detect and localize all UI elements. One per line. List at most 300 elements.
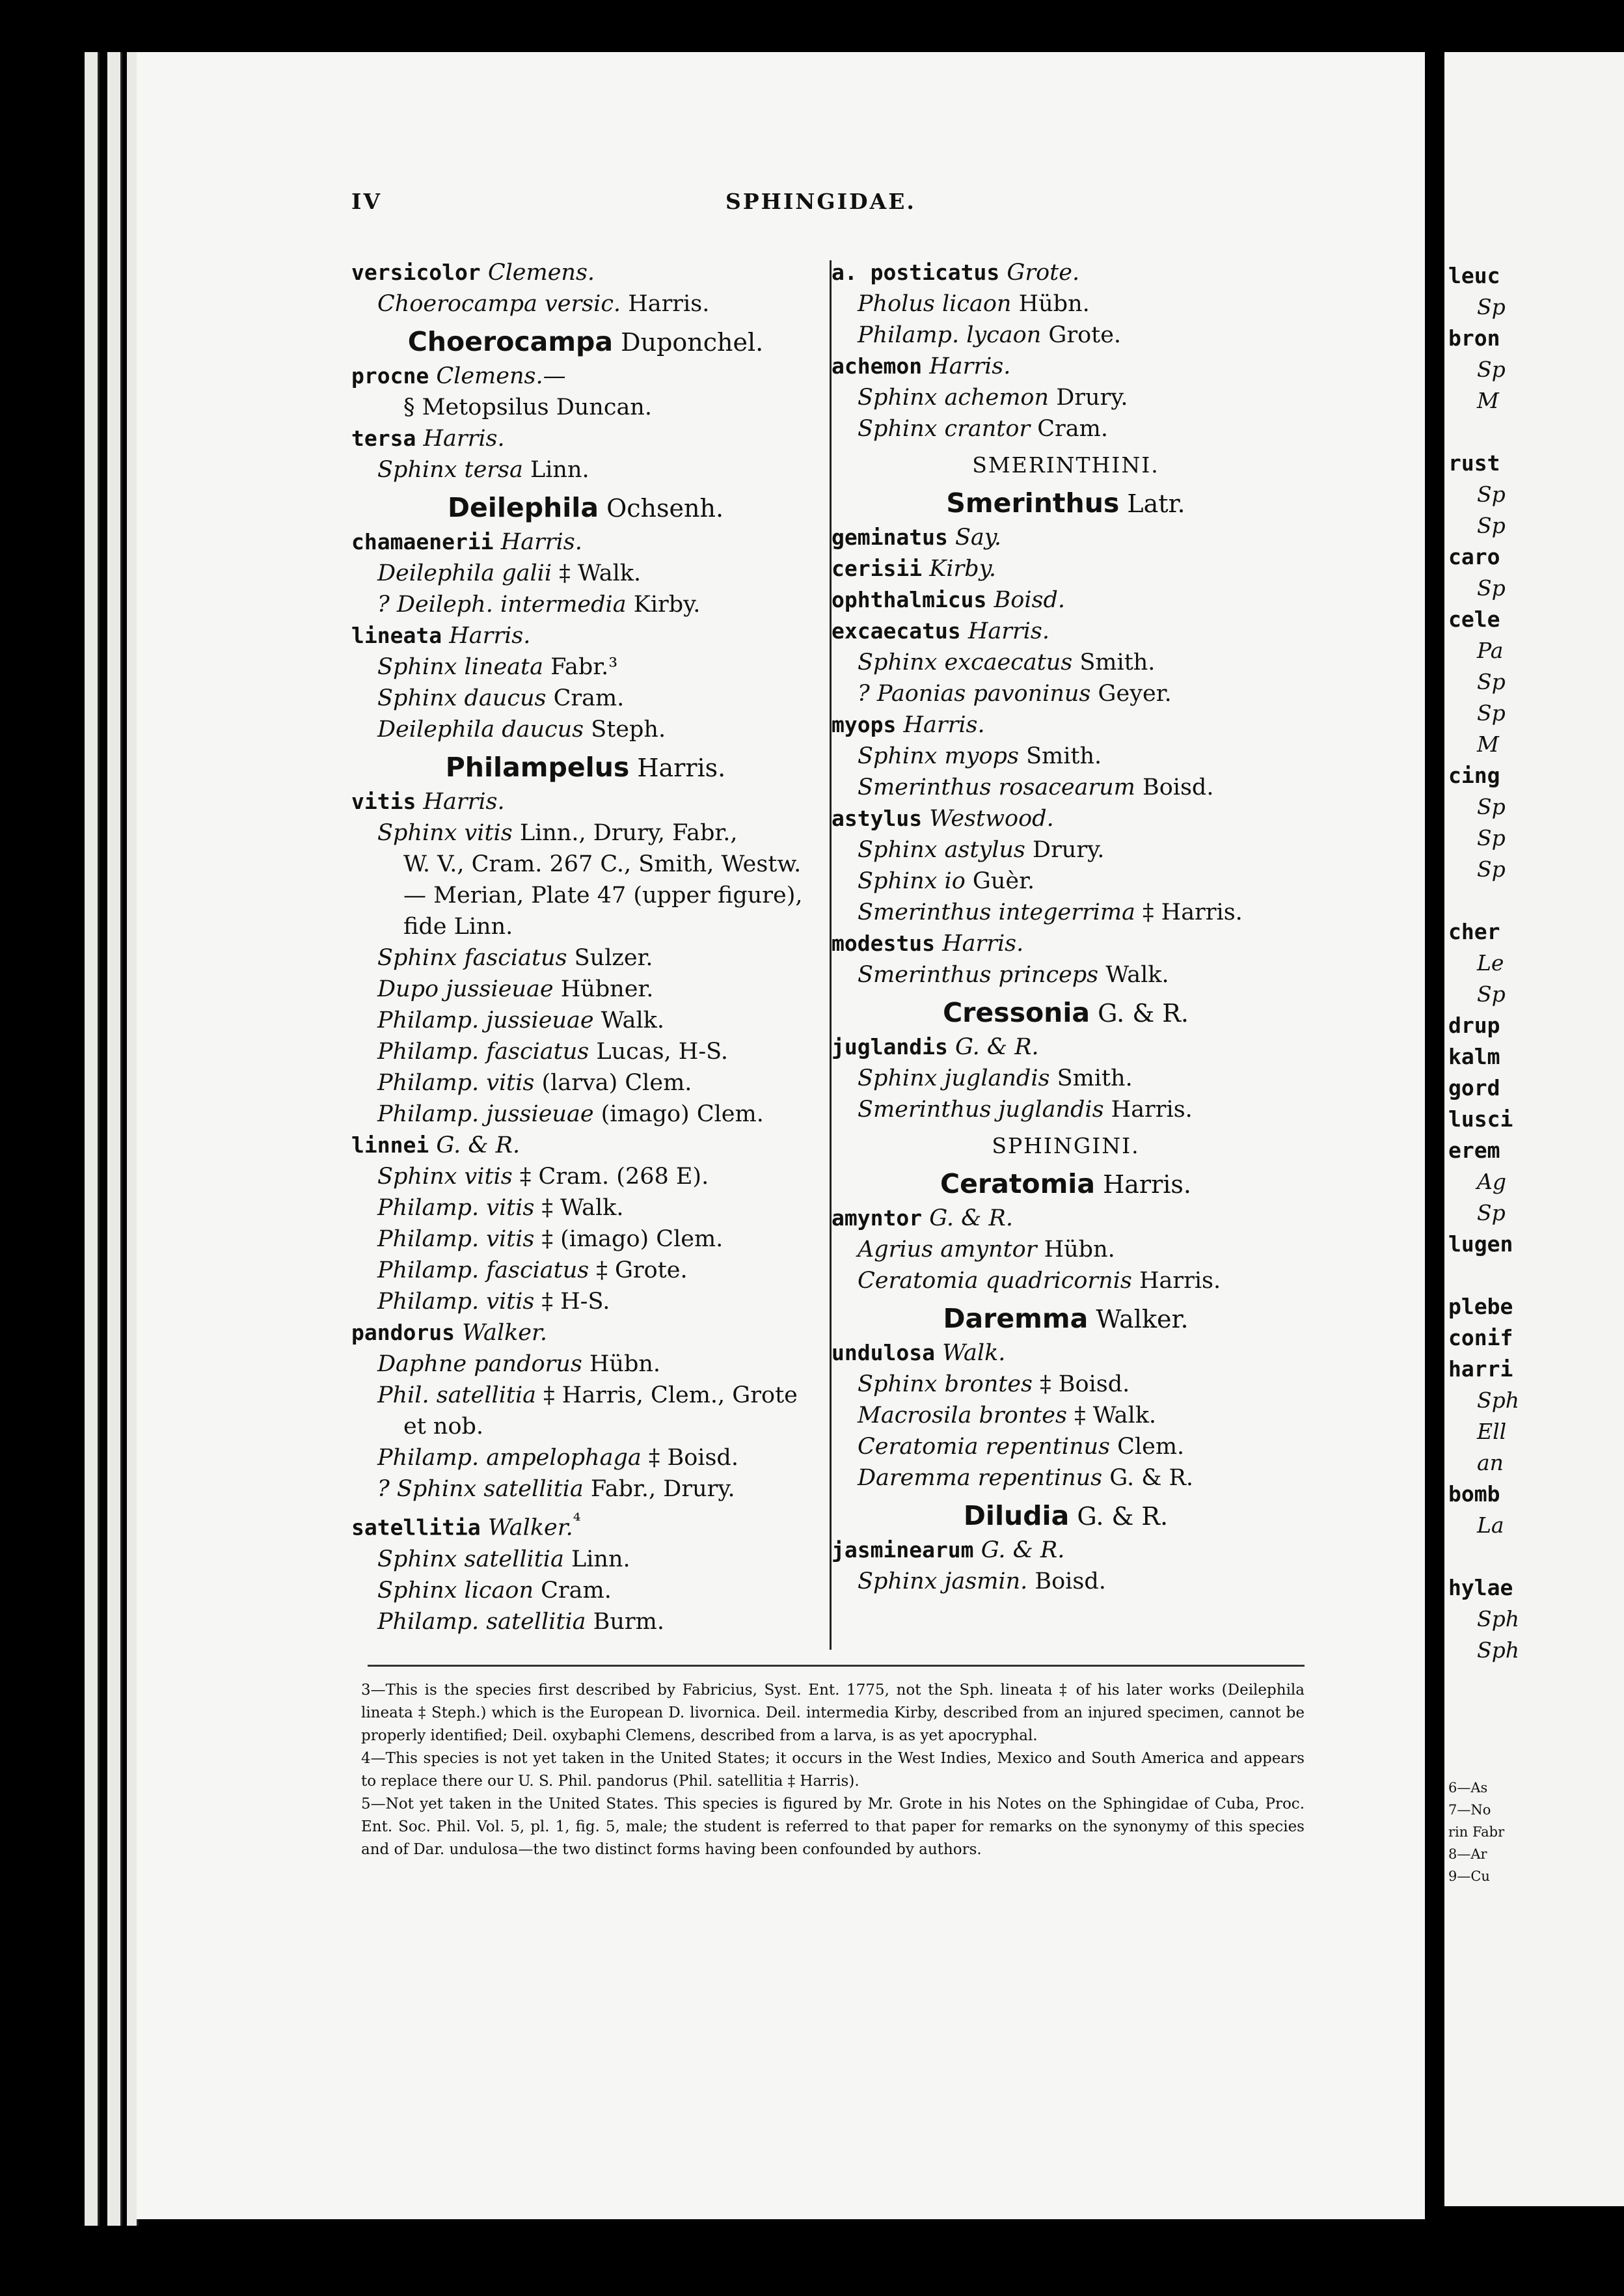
tribe-heading: SMERINTHINI. (972, 452, 1159, 478)
synonym-line (351, 1606, 820, 1637)
synonym-name: Sphinx excaecatus (858, 649, 1073, 676)
synonym-line (832, 1369, 1300, 1400)
synonym-author: Kirby. (626, 592, 701, 618)
adjacent-line: Sp (1477, 513, 1506, 538)
species-name: astylus (832, 806, 923, 831)
species-author: Clemens. (487, 260, 595, 286)
synonym-name: Philamp. fasciatus (377, 1257, 589, 1283)
adjacent-line: harri (1448, 1356, 1513, 1382)
genus-author: G. & R. (1069, 1502, 1169, 1531)
genus-heading (832, 1500, 1300, 1532)
synonym-author: (imago) Clem. (593, 1101, 764, 1127)
synonym-line (351, 1544, 820, 1575)
adjacent-line: Sp (1477, 357, 1506, 382)
synonym-author: Smith. (1049, 1065, 1133, 1091)
adjacent-line: Sph (1477, 1387, 1519, 1413)
synonym-author: Fabr., Drury. (583, 1476, 735, 1502)
synonym-name: Philamp. ampelophaga (377, 1445, 642, 1471)
synonym-name: Sphinx juglandis (858, 1065, 1050, 1091)
genus-author: Harris. (1095, 1170, 1191, 1199)
synonym-author: ‡ Harris, Clem., Grote (536, 1382, 798, 1408)
species-entry (832, 709, 1300, 741)
adjacent-line: cele (1448, 607, 1500, 632)
synonym-author: (larva) Clem. (534, 1070, 692, 1096)
synonym-line (832, 1094, 1300, 1125)
species-author: Say. (954, 525, 1002, 551)
species-name: versicolor (351, 260, 481, 285)
genus-heading (832, 1303, 1300, 1335)
synonym-author: ‡ Cram. (268 E). (512, 1164, 709, 1190)
adjacent-line: conif (1448, 1325, 1513, 1350)
species-name: vitis (351, 789, 416, 814)
species-entry (351, 526, 820, 558)
species-entry (351, 1505, 820, 1544)
species-name: excaecatus (832, 618, 961, 644)
footnotes (361, 1679, 1305, 1861)
synonym-line (351, 589, 820, 620)
species-name: amyntor (832, 1205, 923, 1231)
species-name: chamaenerii (351, 529, 494, 554)
species-name: pandorus (351, 1320, 455, 1345)
adjacent-line (1444, 1541, 1519, 1572)
synonym-line (351, 1473, 820, 1505)
synonym-name: Sphinx achemon (858, 385, 1049, 411)
adjacent-line (1444, 1260, 1519, 1291)
synonym-author: Linn. (522, 457, 589, 483)
synonym-author: ‡ Boisd. (641, 1445, 738, 1471)
species-author: G. & R. (436, 1132, 521, 1158)
species-author: Harris. (423, 426, 505, 452)
synonym-author: G. & R. (1102, 1465, 1194, 1491)
synonym-name: Sphinx io (858, 868, 966, 894)
species-entry (832, 553, 1300, 584)
synonym-author: Hübn. (1036, 1237, 1115, 1263)
species-author: Harris. (423, 789, 505, 815)
adjacent-line: Sph (1477, 1606, 1519, 1632)
adjacent-footnote: 8—Ar (1448, 1846, 1487, 1862)
synonym-author: Harris. (1103, 1097, 1193, 1123)
synonym-name: Pholus licaon (858, 291, 1012, 317)
synonym-author: fide Linn. (403, 914, 513, 940)
adjacent-footnote: rin Fabr (1448, 1824, 1505, 1840)
species-entry (351, 786, 820, 817)
adjacent-line: erem (1448, 1138, 1500, 1163)
synonym-line (351, 558, 820, 589)
synonym-author: Geyer. (1090, 681, 1172, 707)
synonym-line (832, 959, 1300, 991)
synonym-author: Clem. (1110, 1434, 1185, 1460)
synonym-line (832, 897, 1300, 928)
species-entry (832, 522, 1300, 553)
adjacent-footnotes (1448, 1777, 1504, 1887)
species-entry (351, 1130, 820, 1161)
species-name: lineata (351, 623, 442, 648)
species-name: undulosa (832, 1340, 935, 1365)
adjacent-line: cher (1448, 919, 1500, 944)
adjacent-line: plebe (1448, 1294, 1513, 1319)
genus-author: Harris. (629, 754, 726, 782)
species-entry (351, 361, 820, 392)
synonym-author: W. V., Cram. 267 C., Smith, Westw. (403, 851, 802, 877)
species-author: Harris. (903, 712, 985, 738)
synonym-name: Agrius amyntor (858, 1237, 1037, 1263)
synonym-author: — Merian, Plate 47 (upper figure), (403, 882, 803, 909)
species-author: Harris. (942, 931, 1024, 957)
adjacent-line: Sp (1477, 794, 1506, 819)
species-author: Harris. (929, 353, 1011, 379)
species-entry (832, 351, 1300, 382)
genus-author: Walker. (1088, 1305, 1189, 1333)
synonym-author: Sulzer. (567, 945, 653, 971)
synonym-name: Sphinx tersa (377, 457, 523, 483)
synonym-line (351, 1286, 820, 1317)
species-name: cerisii (832, 556, 923, 581)
synonym-line (351, 1575, 820, 1606)
adjacent-line: leuc (1448, 263, 1500, 288)
synonym-line (351, 1036, 820, 1067)
synonym-author: ‡ (imago) Clem. (534, 1226, 724, 1252)
synonym-author: Steph. (584, 717, 666, 743)
synonym-line (832, 1431, 1300, 1462)
species-author: Walker. (487, 1514, 573, 1541)
synonym-author: Hübn. (1011, 291, 1090, 317)
synonym-name: Sphinx vitis (377, 820, 513, 846)
genus-name: Philampelus (445, 752, 630, 783)
genus-name: Choerocampa (407, 326, 614, 357)
adjacent-line: kalm (1448, 1044, 1500, 1069)
adjacent-line: Sp (1477, 1200, 1506, 1225)
genus-heading (351, 492, 820, 524)
synonym-name: Sphinx brontes (858, 1371, 1033, 1397)
synonym-name: Sphinx lineata (377, 654, 543, 680)
synonym-author: Hübner. (553, 976, 654, 1002)
adjacent-footnote: 6—As (1448, 1780, 1488, 1796)
synonym-author: Guèr. (965, 868, 1035, 894)
species-entry (351, 257, 820, 288)
adjacent-page-text (1444, 260, 1519, 1666)
adjacent-line: bron (1448, 325, 1500, 351)
synonym-line (351, 1255, 820, 1286)
adjacent-line: Sp (1477, 575, 1506, 601)
synonym-line (832, 1234, 1300, 1265)
footnote-rule (368, 1665, 1305, 1667)
synonym-name: Smerinthus juglandis (858, 1097, 1104, 1123)
genus-name: Ceratomia (940, 1168, 1096, 1199)
synonym-name: Smerinthus princeps (858, 962, 1099, 988)
adjacent-line: Sp (1477, 825, 1506, 851)
genus-heading (832, 1168, 1300, 1200)
synonym-name: Sphinx astylus (858, 837, 1025, 863)
synonym-author: Walk. (593, 1007, 664, 1033)
synonym-name: Deilephila galii (377, 560, 552, 586)
species-entry (832, 1535, 1300, 1566)
synonym-line (351, 1067, 820, 1099)
synonym-line (351, 1161, 820, 1192)
synonym-line (832, 741, 1300, 772)
page-edge (107, 52, 122, 2226)
species-author: Grote. (1007, 260, 1080, 286)
synonym-line (351, 1223, 820, 1255)
synonym-name: Smerinthus integerrima (858, 899, 1135, 925)
synonym-name: Philamp. satellitia (377, 1608, 586, 1635)
synonym-author: Fabr.³ (543, 654, 618, 680)
adjacent-line: M (1477, 388, 1499, 413)
synonym-line (351, 1380, 820, 1411)
synonym-line (351, 817, 820, 849)
species-name: modestus (832, 931, 935, 956)
adjacent-line: Le (1477, 950, 1504, 976)
adjacent-line: an (1477, 1450, 1504, 1475)
synonym-author: Cram. (546, 685, 625, 711)
adjacent-line: caro (1448, 544, 1500, 569)
synonym-name: Sphinx jasmin. (858, 1568, 1028, 1594)
synonym-line (351, 683, 820, 714)
synonym-name: Macrosila brontes (858, 1402, 1067, 1428)
running-head: SPHINGIDAE. (725, 189, 916, 214)
synonym-line (351, 880, 820, 911)
synonym-author: Smith. (1072, 649, 1156, 676)
synonym-name: Daremma repentinus (858, 1465, 1103, 1491)
footnote-ref: ⁴ (573, 1509, 581, 1531)
synonym-name: Sphinx satellitia (377, 1546, 564, 1572)
genus-author: Latr. (1119, 489, 1185, 518)
synonym-name: Smerinthus rosacearum (858, 774, 1135, 800)
synonym-line (351, 911, 820, 942)
synonym-line (832, 1400, 1300, 1431)
species-entry (351, 423, 820, 454)
species-entry (832, 257, 1300, 288)
species-entry (351, 620, 820, 651)
synonym-name: Ceratomia repentinus (858, 1434, 1111, 1460)
species-author: G. & R. (929, 1205, 1013, 1231)
species-name: jasminearum (832, 1537, 974, 1563)
species-name: procne (351, 363, 429, 389)
synonym-name: Daphne pandorus (377, 1351, 582, 1377)
synonym-author: ‡ H-S. (534, 1289, 610, 1315)
adjacent-line: hylae (1448, 1575, 1513, 1600)
genus-name: Cressonia (943, 997, 1090, 1028)
synonym-line (351, 454, 820, 485)
species-name: linnei (351, 1132, 429, 1158)
synonym-author: Linn. (563, 1546, 630, 1572)
synonym-author: Grote. (1041, 322, 1122, 348)
synonym-line (832, 834, 1300, 866)
synonym-author: Harris. (1131, 1268, 1221, 1294)
species-entry (832, 928, 1300, 959)
species-author: Harris. (449, 623, 531, 649)
page-edge (85, 52, 100, 2226)
synonym-name: Sphinx myops (858, 743, 1019, 769)
synonym-name: Sphinx vitis (377, 1164, 513, 1190)
synonym-author: ‡ Grote. (589, 1257, 688, 1283)
synonym-line (832, 413, 1300, 444)
page-number: IV (351, 189, 383, 214)
species-entry (832, 803, 1300, 834)
synonym-author: Burm. (586, 1608, 664, 1635)
synonym-name: Deilephila daucus (377, 717, 584, 743)
synonym-name: Choerocampa versic. (377, 291, 621, 317)
species-author: G. & R. (954, 1034, 1039, 1060)
synonym-author: Boisd. (1027, 1568, 1106, 1594)
synonym-author: Linn., Drury, Fabr., (512, 820, 738, 846)
genus-heading (832, 997, 1300, 1029)
synonym-line (351, 1192, 820, 1223)
synonym-author: Drury. (1049, 385, 1128, 411)
species-author: Kirby. (929, 556, 996, 582)
species-name: achemon (832, 353, 923, 379)
synonym-name: ? Deileph. intermedia (377, 592, 627, 618)
synonym-line (351, 1442, 820, 1473)
synonym-line (351, 288, 820, 320)
adjacent-line: Sph (1477, 1637, 1519, 1663)
synonym-author: § Metopsilus Duncan. (403, 394, 652, 420)
synonym-line (351, 942, 820, 974)
synonym-name: Philamp. vitis (377, 1226, 535, 1252)
genus-author: Ochsenh. (599, 494, 724, 523)
adjacent-line: Sp (1477, 981, 1506, 1007)
synonym-line (351, 849, 820, 880)
synonym-author: et nob. (403, 1414, 484, 1440)
adjacent-line: drup (1448, 1013, 1500, 1038)
species-author: G. & R. (981, 1537, 1065, 1563)
species-entry (832, 1337, 1300, 1369)
genus-heading (351, 326, 820, 358)
adjacent-line: Ag (1477, 1169, 1506, 1194)
species-name: a. posticatus (832, 260, 1000, 285)
synonym-author: Drury. (1025, 837, 1105, 863)
genus-name: Diludia (963, 1500, 1070, 1531)
species-author: Harris. (968, 618, 1049, 644)
synonym-name: Philamp. vitis (377, 1070, 535, 1096)
genus-name: Deilephila (447, 492, 599, 523)
synonym-line (351, 1348, 820, 1380)
species-author: Walker. (462, 1320, 548, 1346)
synonym-name: ? Paonias pavoninus (858, 681, 1091, 707)
synonym-line (832, 1462, 1300, 1494)
synonym-name: Philamp. lycaon (858, 322, 1042, 348)
adjacent-line (1444, 885, 1519, 916)
adjacent-page-fragment (1444, 52, 1624, 2206)
synonym-line (832, 772, 1300, 803)
synonym-line (351, 1005, 820, 1036)
synonym-author: ‡ Walk. (534, 1195, 624, 1221)
adjacent-line: Sp (1477, 482, 1506, 507)
synonym-name: ? Sphinx satellitia (377, 1476, 584, 1502)
synonym-line (832, 288, 1300, 320)
synonym-name: Sphinx crantor (858, 416, 1031, 442)
adjacent-line: lusci (1448, 1106, 1513, 1132)
synonym-line (351, 974, 820, 1005)
species-entry (832, 584, 1300, 616)
adjacent-line: gord (1448, 1075, 1500, 1100)
synonym-line (351, 714, 820, 745)
synonym-name: Philamp. jussieuae (377, 1007, 594, 1033)
synonym-name: Philamp. jussieuae (377, 1101, 594, 1127)
genus-name: Daremma (943, 1303, 1089, 1334)
adjacent-line: rust (1448, 450, 1500, 476)
species-name: satellitia (351, 1514, 481, 1540)
synonym-author: ‡ Boisd. (1033, 1371, 1130, 1397)
synonym-line (832, 1063, 1300, 1094)
synonym-author: Walk. (1098, 962, 1169, 988)
adjacent-line: Pa (1477, 638, 1504, 663)
species-name: ophthalmicus (832, 587, 987, 612)
footnote-3: 3—This is the species first described by Fabricius, Syst. Ent. 1775, not the Sph. lineata ‡ of his later works (Deilephila lineata ‡ Steph.) which is the European D. livornica. Deil. intermedia Kirby, described from an injured specimen, cannot be properly identified; Deil. oxybaphi Clemens, described from a larva, is as yet apocryphal. (361, 1682, 1305, 1744)
genus-author: Duponchel. (613, 328, 764, 357)
synonym-author: Smith. (1018, 743, 1102, 769)
species-author: Walk. (942, 1340, 1006, 1366)
synonym-author: ‡ Walk. (552, 560, 642, 586)
species-entry (351, 1317, 820, 1348)
synonym-line (832, 866, 1300, 897)
species-entry (832, 1032, 1300, 1063)
synonym-name: Sphinx licaon (377, 1577, 534, 1604)
species-entry (832, 616, 1300, 647)
synonym-line (832, 320, 1300, 351)
synonym-author: Boisd. (1135, 774, 1214, 800)
synonym-line (832, 678, 1300, 709)
synonym-name: Phil. satellitia (377, 1382, 537, 1408)
genus-heading (351, 752, 820, 784)
adjacent-footnote: 7—No (1448, 1802, 1491, 1818)
synonym-line (351, 1411, 820, 1442)
synonym-author: Lucas, H-S. (589, 1039, 728, 1065)
synonym-author: Hübn. (582, 1351, 661, 1377)
adjacent-line: La (1477, 1512, 1504, 1538)
species-entry (832, 1203, 1300, 1234)
adjacent-line: cing (1448, 763, 1500, 788)
synonym-line (832, 1265, 1300, 1296)
adjacent-line: Sp (1477, 669, 1506, 694)
species-author: Clemens.— (436, 363, 566, 389)
adjacent-line: M (1477, 731, 1499, 757)
adjacent-line: Sp (1477, 856, 1506, 882)
species-name: geminatus (832, 525, 948, 550)
genus-author: G. & R. (1090, 999, 1189, 1028)
adjacent-line: Sp (1477, 294, 1506, 320)
tribe-heading: SPHINGINI. (992, 1133, 1140, 1158)
synonym-author: Cram. (1030, 416, 1108, 442)
synonym-author: ‡ Walk. (1066, 1402, 1157, 1428)
synonym-name: Philamp. fasciatus (377, 1039, 589, 1065)
synonym-line (351, 1099, 820, 1130)
species-name: myops (832, 712, 897, 737)
synonym-author: Harris. (621, 291, 710, 317)
synonym-name: Sphinx fasciatus (377, 945, 567, 971)
footnote-4: 4—This species is not yet taken in the United States; it occurs in the West Indies, Mexico and South America and appears to replace there our U. S. Phil. pandorus (Phil. satellitia ‡ Harris). (361, 1750, 1305, 1790)
synonym-name: Philamp. vitis (377, 1195, 535, 1221)
synonym-line (351, 392, 820, 423)
left-column (351, 257, 820, 1637)
species-author: Westwood. (929, 806, 1054, 832)
synonym-name: Philamp. vitis (377, 1289, 535, 1315)
adjacent-footnote: 9—Cu (1448, 1868, 1490, 1884)
adjacent-line: bomb (1448, 1481, 1500, 1507)
adjacent-line: Sp (1477, 700, 1506, 726)
species-author: Harris. (500, 529, 582, 555)
synonym-author: ‡ Harris. (1135, 899, 1243, 925)
species-name: juglandis (832, 1034, 948, 1059)
synonym-name: Dupo jussieuae (377, 976, 554, 1002)
synonym-name: Sphinx daucus (377, 685, 547, 711)
right-column (832, 257, 1300, 1597)
synonym-line (832, 1566, 1300, 1597)
adjacent-line: Ell (1477, 1419, 1507, 1444)
synonym-line (832, 647, 1300, 678)
adjacent-line: lugen (1448, 1231, 1513, 1257)
footnote-5: 5—Not yet taken in the United States. This species is figured by Mr. Grote in his Notes on the Sphingidae of Cuba, Proc. Ent. Soc. Phil. Vol. 5, pl. 1, fig. 5, male; the student is referred to that paper for remarks on the synonymy of this species and of Dar. undulosa—the two distinct forms having been confounded by authors. (361, 1796, 1305, 1858)
genus-heading (832, 487, 1300, 519)
